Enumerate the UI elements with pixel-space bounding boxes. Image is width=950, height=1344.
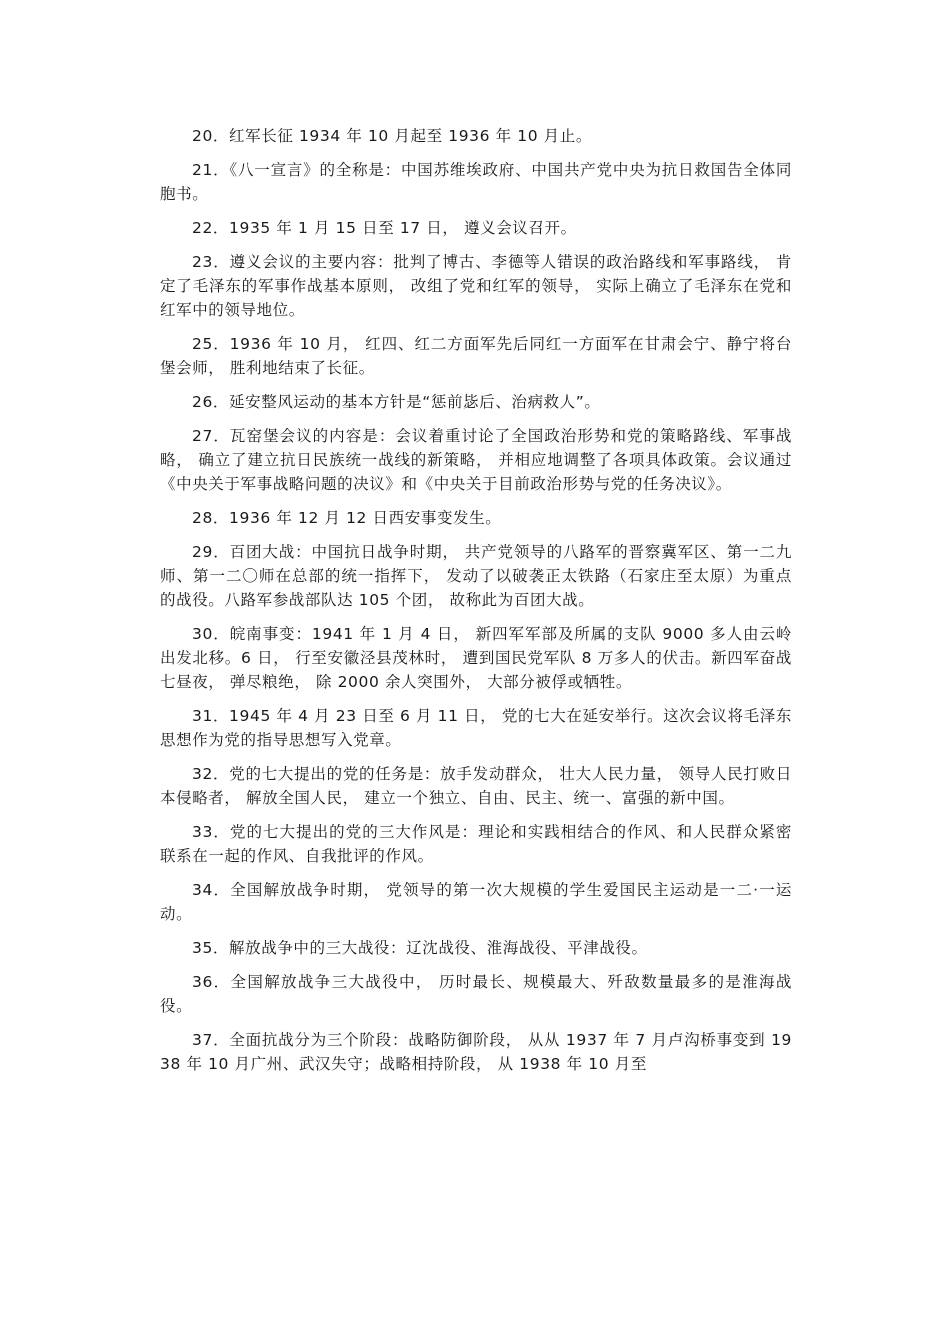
paragraph-35: 35．解放战争中的三大战役：辽沈战役、淮海战役、平津战役。	[192, 939, 648, 957]
paragraph-27: 27．瓦窑堡会议的内容是：会议着重讨论了全国政治形势和党的策略路线、军事战略， 确立了建立抗日民族统一战线的新策略， 并相应地调整了各项具体政策。会议通过《中央关于军事战略问题的决议》和《中央关于目前政治形势与党的任务决议》。	[160, 427, 792, 493]
paragraph-33: 33．党的七大提出的党的三大作风是：理论和实践相结合的作风、和人民群众紧密联系在一起的作风、自我批评的作风。	[160, 823, 792, 865]
document-body	[160, 124, 792, 1086]
paragraph-36: 36．全国解放战争三大战役中， 历时最长、规模最大、歼敌数量最多的是淮海战役。	[160, 973, 792, 1015]
paragraph-23: 23．遵义会议的主要内容：批判了博古、李德等人错误的政治路线和军事路线， 肯定了毛泽东的军事作战基本原则， 改组了党和红军的领导， 实际上确立了毛泽东在党和红军中的领导地位。	[160, 253, 792, 319]
paragraph-29: 29．百团大战：中国抗日战争时期， 共产党领导的八路军的晋察冀军区、第一二九师、第一二〇师在总部的统一指挥下， 发动了以破袭正太铁路（石家庄至太原）为重点的战役。八路军参战部队达 105 个团， 故称此为百团大战。	[160, 543, 792, 609]
paragraph-34: 34．全国解放战争时期， 党领导的第一次大规模的学生爱国民主运动是一二·一运动。	[160, 881, 792, 923]
paragraph-21: 21．《八一宣言》的全称是：中国苏维埃政府、中国共产党中央为抗日救国告全体同胞书。	[160, 161, 792, 203]
paragraph-26: 26．延安整风运动的基本方针是“惩前毖后、治病救人”。	[192, 393, 601, 411]
paragraph-20: 20．红军长征 1934 年 10 月起至 1936 年 10 月止。	[192, 127, 592, 145]
paragraph-25: 25．1936 年 10 月， 红四、红二方面军先后同红一方面军在甘肃会宁、静宁将台堡会师， 胜利地结束了长征。	[160, 335, 792, 377]
paragraph-30: 30．皖南事变：1941 年 1 月 4 日， 新四军军部及所属的支队 9000 多人由云岭出发北移。6 日， 行至安徽泾县茂林时， 遭到国民党军队 8 万多人的伏击。新四军奋战七昼夜， 弹尽粮绝， 除 2000 余人突围外， 大部分被俘或牺牲。	[160, 625, 792, 691]
paragraph-31: 31．1945 年 4 月 23 日至 6 月 11 日， 党的七大在延安举行。这次会议将毛泽东思想作为党的指导思想写入党章。	[160, 707, 792, 749]
paragraph-28: 28．1936 年 12 月 12 日西安事变发生。	[192, 509, 502, 527]
paragraph-32: 32．党的七大提出的党的任务是：放手发动群众， 壮大人民力量， 领导人民打败日本侵略者， 解放全国人民， 建立一个独立、自由、民主、统一、富强的新中国。	[160, 765, 792, 807]
paragraph-22: 22．1935 年 1 月 15 日至 17 日， 遵义会议召开。	[192, 219, 577, 237]
paragraph-37: 37．全面抗战分为三个阶段：战略防御阶段， 从从 1937 年 7 月卢沟桥事变到 1938 年 10 月广州、武汉失守；战略相持阶段， 从 1938 年 10 月至	[160, 1031, 792, 1073]
